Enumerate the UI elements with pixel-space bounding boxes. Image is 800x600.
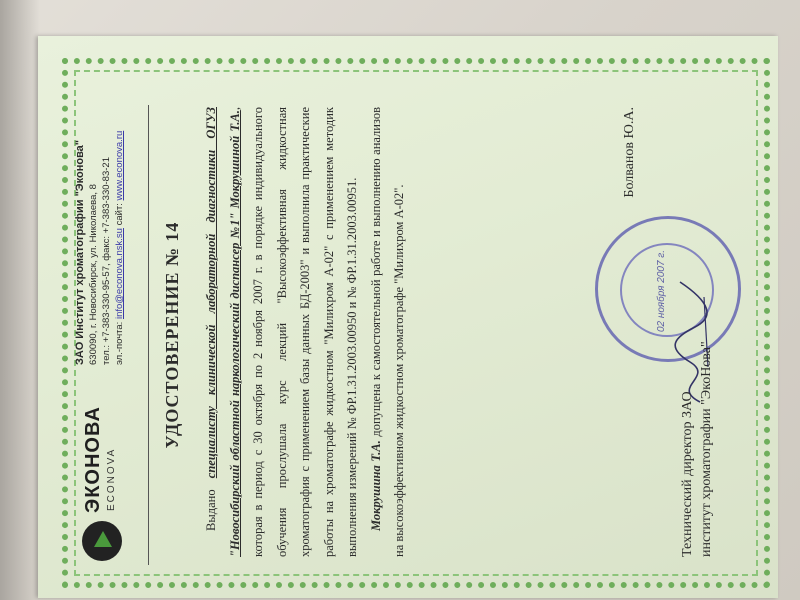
- letterhead: [66, 95, 206, 575]
- signatory-position: [678, 341, 716, 557]
- p2-text: допущена к самостоятельной работе и выполнению анализов на высокоэффективном жидкостном хроматографе "Милихром А-02".: [368, 107, 406, 557]
- p2-name: Мокрушина Т.А.: [368, 440, 383, 531]
- signature-block: [620, 107, 760, 557]
- org-address: 630090, г. Новосибирск, ул. Николаева, 8: [88, 184, 99, 365]
- paragraph-2: [365, 107, 412, 557]
- logo-subtitle: ECONOVA: [106, 447, 117, 511]
- position-line-2: институт хроматографии "ЭкоНова": [699, 341, 714, 557]
- document-title: УДОСТОВЕРЕНИЕ № 14: [162, 221, 182, 449]
- signatory-name: Болванов Ю.А.: [622, 107, 637, 198]
- site-label: сайт:: [114, 200, 125, 229]
- org-title: ЗАО Институт хроматографии "Эконова": [74, 139, 86, 365]
- background-shadow: [0, 0, 40, 600]
- org-contacts: [113, 95, 126, 365]
- company-logo: [76, 381, 136, 561]
- position-line-1: Технический директор ЗАО: [680, 391, 695, 557]
- logo-mark-icon: [82, 521, 122, 561]
- certificate-body: [200, 107, 412, 557]
- letterhead-divider: [148, 105, 149, 565]
- email-label: эл.-почта:: [114, 319, 125, 365]
- certificate-content: [60, 95, 780, 575]
- org-phone: тел.: +7-383-330-95-57, факс: +7-383-330-83-21: [101, 157, 112, 365]
- p1-intro: Выдано: [204, 478, 218, 531]
- site-link[interactable]: www.econova.ru: [114, 130, 125, 201]
- logo-name: ЭКОНОВА: [82, 406, 104, 513]
- paragraph-1: [200, 107, 365, 557]
- p1-recipient: специалисту клинической лабораторной диагностики ОГУЗ "Новосибирский областной наркологический диспансер №1" Мокрушиной Т.А.: [204, 107, 242, 557]
- organization-details: [74, 95, 126, 365]
- seal-date: 02 ноября 2007 г.: [656, 249, 667, 333]
- email-link[interactable]: info@econova.nsk.su: [114, 228, 125, 320]
- p1-text: , которая в период с 30 октября по 2 ноября 2007 г. в порядке индивидуального обучения прослушала курс лекций "Высокоэффективная жидкостная хроматография с применением базы данных БД-2003" и выполнила практические работы на хроматографе жидкостном "Милихром А-02" с применением методик выполнения измерений № ФР.1.31.2003.00950 и № ФР.1.31.2003.00951.: [227, 107, 359, 557]
